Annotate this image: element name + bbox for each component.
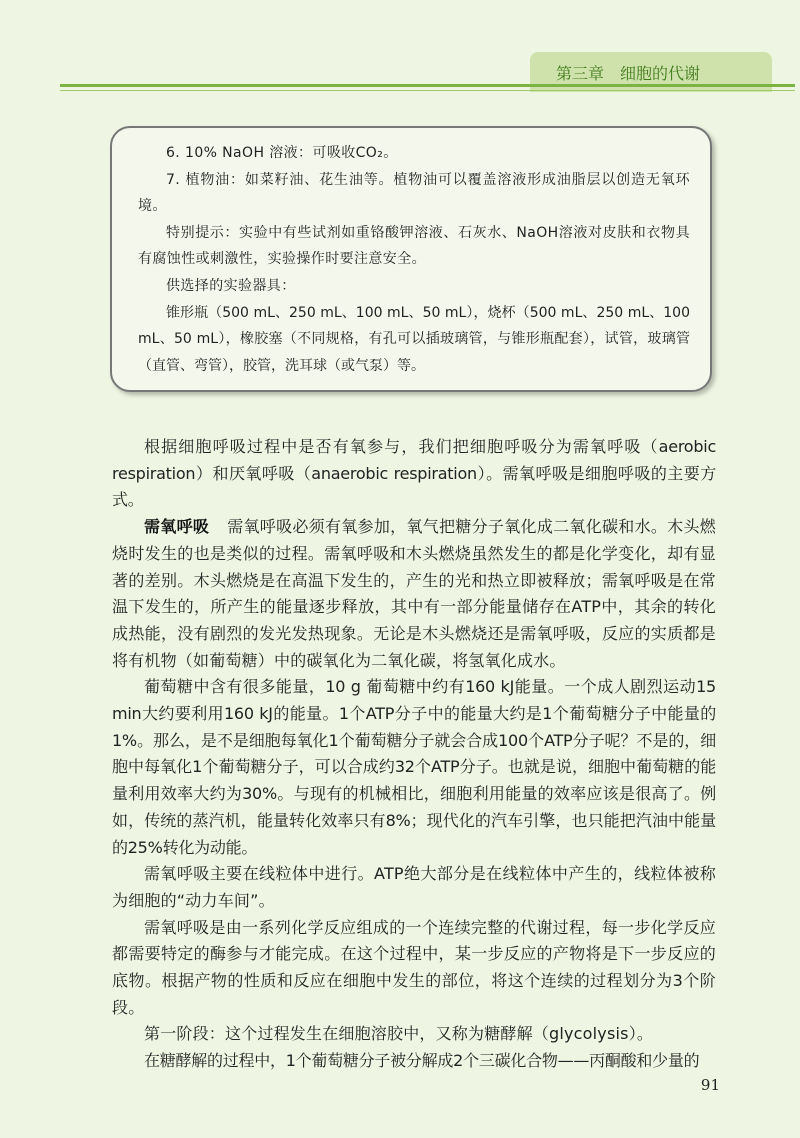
chapter-heading bbox=[556, 60, 762, 84]
paragraph-energy: 葡萄糖中含有很多能量，10 g 葡萄糖中约有160 kJ能量。一个成人剧烈运动15 min大约要利用160 kJ的能量。1个ATP分子中的能量大约是1个葡萄糖分子中能量的1%。那么，是不是细胞每氧化1个葡萄糖分子就会合成100个ATP分子呢？不是的，细胞中每氧化1个葡萄糖分子，可以合成约32个ATP分子。也就是说，细胞中葡萄糖的能量利用效率大约为30%。与现有的机械相比，细胞利用能量的效率应该是很高了。例如，传统的蒸汽机，能量转化效率只有8%；现代化的汽车引擎，也只能把汽油中能量的25%转化为动能。 bbox=[112, 677, 716, 857]
materials-box bbox=[110, 126, 712, 392]
paragraph-process: 需氧呼吸是由一系列化学反应组成的一个连续完整的代谢过程，每一步化学反应都需要特定的酶参与才能完成。在这个过程中，某一步反应的产物将是下一步反应的底物。根据产物的性质和反应在细胞中发生的部位，将这个连续的过程划分为3个阶段。 bbox=[112, 917, 716, 1017]
chapter-number: 第三章 bbox=[556, 63, 605, 83]
header-divider-thin bbox=[60, 90, 795, 91]
aerobic-heading: 需氧呼吸 bbox=[144, 517, 210, 537]
page-number: 91 bbox=[700, 1076, 720, 1094]
paragraph-intro: 根据细胞呼吸过程中是否有氧参与，我们把细胞呼吸分为需氧呼吸（aerobic respiration）和厌氧呼吸（anaerobic respiration）。需氧呼吸是细胞呼吸的主要方式。 bbox=[112, 437, 716, 510]
paragraph-aerobic bbox=[112, 514, 716, 674]
box-item-7: 7. 植物油：如菜籽油、花生油等。植物油可以覆盖溶液形成油脂层以创造无氧环境。 bbox=[138, 171, 690, 215]
paragraph-stage-one: 第一阶段：这个过程发生在细胞溶胶中，又称为糖酵解（glycolysis）。 bbox=[144, 1024, 654, 1044]
header-divider bbox=[60, 84, 795, 87]
box-safety-tip: 特别提示：实验中有些试剂如重铬酸钾溶液、石灰水、NaOH溶液对皮肤和衣物具有腐蚀性或刺激性，实验操作时要注意安全。 bbox=[138, 224, 690, 268]
box-equipment-heading: 供选择的实验器具： bbox=[166, 277, 296, 294]
paragraph-aerobic-text: 需氧呼吸必须有氧参加，氧气把糖分子氧化成二氧化碳和水。木头燃烧时发生的也是类似的过程。需氧呼吸和木头燃烧虽然发生的都是化学变化，却有显著的差别。木头燃烧是在高温下发生的，产生的光和热立即被释放；需氧呼吸是在常温下发生的，所产生的能量逐步释放，其中有一部分能量储存在ATP中，其余的转化成热能，没有剧烈的发光发热现象。无论是木头燃烧还是需氧呼吸，反应的实质都是将有机物（如葡萄糖）中的碳氧化为二氧化碳，将氢氧化成水。 bbox=[112, 517, 716, 670]
chapter-title: 细胞的代谢 bbox=[620, 63, 701, 83]
box-item-6: 6. 10% NaOH 溶液：可吸收CO₂。 bbox=[166, 145, 398, 161]
paragraph-glycolysis: 在糖酵解的过程中，1个葡萄糖分子被分解成2个三碳化合物——丙酮酸和少量的 bbox=[144, 1051, 700, 1071]
paragraph-mitochondria: 需氧呼吸主要在线粒体中进行。ATP绝大部分是在线粒体中产生的，线粒体被称为细胞的“动力车间”。 bbox=[112, 864, 716, 910]
main-text bbox=[112, 434, 716, 1075]
box-equipment-list: 锥形瓶（500 mL、250 mL、100 mL、50 mL），烧杯（500 mL、250 mL、100 mL、50 mL），橡胶塞（不同规格，有孔可以插玻璃管，与锥形瓶配套），试管，玻璃管（直管、弯管），胶管，洗耳球（或气泵）等。 bbox=[138, 304, 690, 374]
